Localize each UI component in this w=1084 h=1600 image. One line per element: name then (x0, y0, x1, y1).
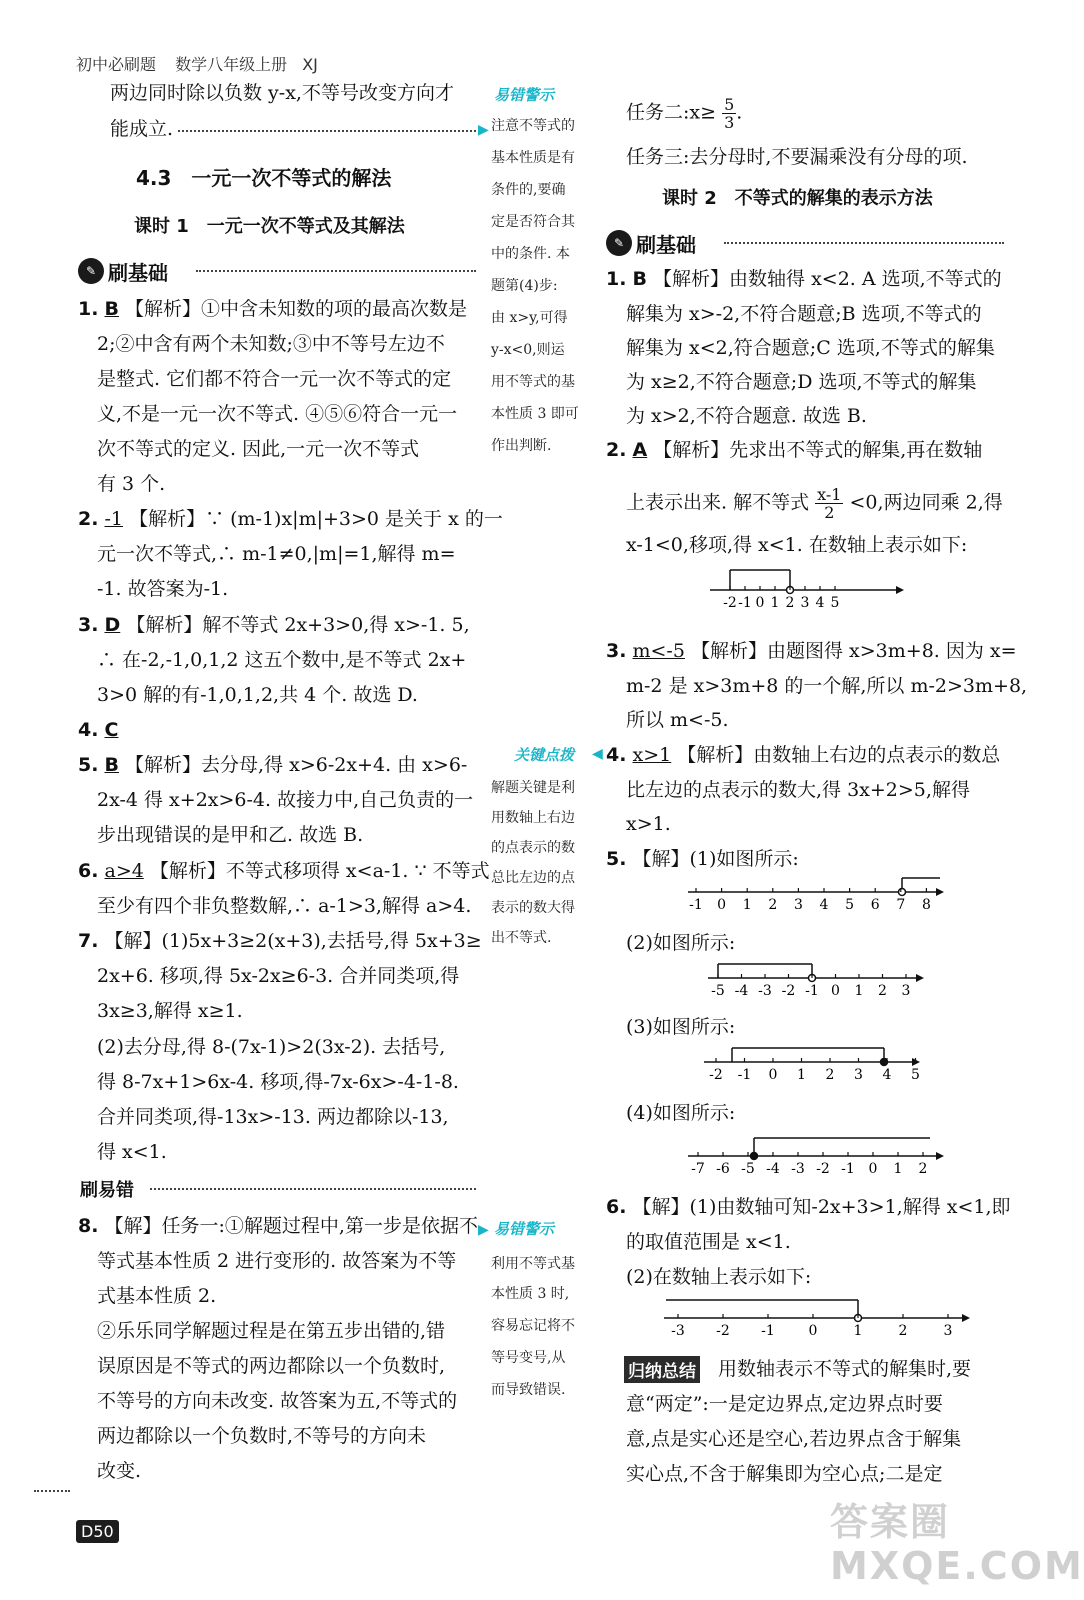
tip1-text: 作出判断. (491, 438, 552, 454)
q-text: 【解析】∵ (m-1)x|m|+3>0 是关于 x 的一 (129, 508, 503, 530)
intro-line-2: 能成立. (110, 118, 174, 140)
q3-line (78, 614, 470, 636)
r2-text (626, 486, 1003, 521)
q7-text: 得 8-7x+1>6x-4. 移项,得-7x-6x>-4-1-8. (97, 1071, 459, 1093)
number-line-r5-2 (700, 956, 930, 1002)
intro-line-1: 两边同时除以负数 y-x,不等号改变方向才 (110, 82, 454, 104)
axis-tick-label: 5 (911, 1067, 920, 1083)
q-answer: D (104, 614, 121, 636)
axis-tick-label: -2 (716, 1323, 730, 1339)
r4-text: x>1. (626, 813, 671, 835)
tip1-title: 易错警示 (494, 86, 555, 104)
axis-tick-label: -7 (691, 1161, 705, 1177)
q-number: 1. (78, 298, 99, 320)
q6-line (78, 860, 490, 882)
arrow-icon: ◀ (592, 746, 603, 762)
r1-text: 为 x>2,不符合题意. 故选 B. (626, 405, 867, 427)
tip2-text: 用数轴上右边 (491, 810, 575, 826)
axis-tick-label: -2 (781, 983, 796, 999)
axis-tick-label: 2 (768, 897, 778, 913)
q-text: 【解】(1)由数轴可知-2x+3>1,解得 x<1,即 (632, 1196, 1011, 1218)
number-line-r5-4 (680, 1128, 950, 1180)
easy-error-heading: 刷易错 (80, 1180, 134, 1201)
summary-text: 意“两定”:一是定边界点,定边界点时要 (626, 1393, 943, 1415)
axis-tick-label: 0 (768, 1067, 778, 1083)
axis-tick-label: 2 (898, 1323, 908, 1339)
r2-text-b: <0,两边同乘 2,得 (849, 491, 1003, 514)
q-number: 3. (606, 640, 627, 662)
r5-text: (4)如图所示: (626, 1102, 736, 1124)
q1-text: 有 3 个. (97, 473, 166, 495)
axis-tick-label: -2 (709, 1067, 723, 1083)
q-number: 6. (606, 1196, 627, 1218)
q1-text: 2;②中含有两个未知数;③中不等号左边不 (97, 333, 445, 355)
axis-tick-label: 6 (870, 897, 880, 913)
r5-text: (2)如图所示: (626, 932, 736, 954)
corner-dots (34, 1490, 70, 1492)
q1-line (78, 298, 467, 320)
q-text: 【解析】由数轴上右边的点表示的数总 (677, 744, 1001, 766)
r3-text: m-2 是 x>3m+8 的一个解,所以 m-2>3m+8, (626, 675, 1028, 697)
tip1-text: 题第(4)步: (491, 278, 558, 294)
r1-text: 为 x≥2,不符合题意;D 选项,不等式的解集 (626, 371, 977, 393)
watermark: 答案圈 MXQE.COM (830, 1500, 1084, 1588)
tip2-title: 关键点拨 (514, 746, 575, 764)
r1-text: 解集为 x<2,符合题意;C 选项,不等式的解集 (626, 337, 995, 359)
header-edition: XJ (302, 55, 318, 74)
q-number: 4. (78, 719, 99, 741)
q-answer: A (632, 439, 648, 461)
q-answer: B (104, 298, 119, 320)
q-text: 【解析】由数轴得 x<2. A 选项,不等式的 (653, 268, 1002, 290)
number-line-r2 (700, 562, 910, 612)
q-number: 2. (78, 508, 99, 530)
divider-dots (178, 130, 476, 132)
q-answer: B (632, 268, 647, 290)
axis-tick-label: -1 (841, 1161, 855, 1177)
q8-text: 误原因是不等式的两边都除以一个负数时, (97, 1355, 446, 1377)
badge-basic-1 (78, 256, 168, 286)
tip2-text: 出不等式. (491, 930, 552, 946)
summary-text: 意,点是实心还是空心,若边界点含于解集 (626, 1428, 962, 1450)
tip2-text: 总比左边的点 (491, 870, 575, 886)
q7-text: 3x≥3,解得 x≥1. (97, 1000, 243, 1022)
q5-line (78, 754, 467, 776)
tip3-text: 等号变号,从 (491, 1350, 566, 1366)
axis-tick-label: 2 (918, 1161, 928, 1177)
task2-label: 任务二:x≥ (626, 101, 717, 124)
tip2-text: 表示的数大得 (491, 900, 575, 916)
q-answer: m<-5 (632, 640, 685, 662)
axis-tick-label: 2 (785, 595, 795, 611)
page-number: D50 (76, 1520, 119, 1543)
axis-tick-label: -4 (734, 983, 749, 999)
q5-text: 2x-4 得 x+2x>6-4. 故接力中,自己负责的一 (97, 789, 474, 811)
axis-tick-label: 1 (853, 1323, 863, 1339)
summary-tag: 归纳总结 (624, 1356, 700, 1383)
fraction (722, 96, 736, 131)
q8-text: ②乐乐同学解题过程是在第五步出错的,错 (97, 1320, 446, 1342)
q-number: 8. (78, 1215, 99, 1237)
section-title: 4.3 一元一次不等式的解法 (136, 166, 392, 190)
tip2-text: 解题关键是利 (491, 780, 575, 796)
number-line-r6 (656, 1292, 976, 1344)
fraction (815, 486, 843, 521)
r5-line (606, 848, 799, 870)
q-number: 7. (78, 930, 99, 952)
axis-tick-label: 4 (819, 897, 829, 913)
axis-tick-label: 0 (868, 1161, 878, 1177)
fraction-denominator: 3 (724, 113, 735, 132)
tip3-text: 容易忘记将不 (491, 1318, 575, 1334)
axis-tick-label: 3 (943, 1323, 953, 1339)
q-text: 【解析】先求出不等式的解集,再在数轴 (653, 439, 983, 461)
axis-tick-label: 1 (797, 1067, 806, 1083)
q7-text: 合并同类项,得-13x>-13. 两边都除以-13, (97, 1106, 449, 1128)
r1-text: 解集为 x>-2,不符合题意;B 选项,不等式的 (626, 303, 982, 325)
axis-tick-label: 0 (831, 983, 840, 999)
axis-tick-label: 0 (808, 1323, 818, 1339)
q3-text: 3>0 解的有-1,0,1,2,共 4 个. 故选 D. (97, 684, 418, 706)
tip1-text: 用不等式的基 (491, 374, 575, 390)
pencil-icon: ✎ (606, 230, 632, 256)
axis-tick-label: -1 (738, 595, 752, 611)
tip3-title: 易错警示 (494, 1220, 555, 1238)
tip1-text: 本性质 3 即可 (491, 406, 579, 422)
divider-dots (196, 270, 476, 272)
lesson2-title: 课时 2 不等式的解集的表示方法 (662, 188, 933, 209)
r1-line (606, 268, 1002, 290)
q1-text: 是整式. 它们都不符合一元一次不等式的定 (97, 368, 452, 390)
pencil-icon: ✎ (78, 258, 104, 284)
q-number: 4. (606, 744, 627, 766)
q4-line (78, 719, 118, 741)
axis-tick-label: 0 (755, 595, 765, 611)
r3-line (606, 640, 1017, 662)
q-number: 2. (606, 439, 627, 461)
q5-text: 步出现错误的是甲和乙. 故选 B. (97, 824, 364, 846)
q-text: 【解】(1)5x+3≥2(x+3),去括号,得 5x+3≥ (104, 930, 482, 952)
arrow-icon: ▶ (478, 1222, 489, 1238)
q-text: 【解析】不等式移项得 x<a-1. ∵ 不等式 (149, 860, 490, 882)
tip1-text: 条件的,要确 (491, 182, 566, 198)
q8-text: 不等号的方向未改变. 故答案为五,不等式的 (97, 1390, 458, 1412)
r3-text: 所以 m<-5. (626, 709, 729, 731)
axis-tick-label: 5 (830, 595, 840, 611)
q-text: 【解析】由题图得 x>3m+8. 因为 x= (691, 640, 1017, 662)
axis-tick-label: 1 (742, 897, 752, 913)
axis-tick-label: -3 (758, 983, 772, 999)
r4-text: 比左边的点表示的数大,得 3x+2>5,解得 (626, 779, 970, 801)
r2-text-a: 上表示出来. 解不等式 (626, 491, 810, 514)
axis-tick-label: -1 (761, 1323, 775, 1339)
q-number: 5. (606, 848, 627, 870)
page-header (76, 52, 318, 75)
axis-tick-label: -1 (805, 983, 819, 999)
axis-tick-label: 4 (815, 595, 825, 611)
tip1-text: 基本性质是有 (491, 150, 575, 166)
axis-tick-label: 3 (901, 983, 911, 999)
axis-tick-label: -2 (723, 595, 737, 611)
tip3-text: 而导致错误. (491, 1382, 566, 1398)
axis-tick-label: 2 (825, 1067, 835, 1083)
axis-tick-label: -5 (741, 1161, 755, 1177)
axis-tick-label: 0 (717, 897, 727, 913)
q-answer: x>1 (632, 744, 672, 766)
task2-line: 任务二:x≥ $\frac{5}{3}$ . (626, 95, 743, 132)
axis-tick-label: -5 (711, 983, 725, 999)
number-line-r5-3 (696, 1040, 926, 1086)
q2-text: -1. 故答案为-1. (97, 578, 229, 600)
q-text: 【解】(1)如图所示: (632, 848, 799, 870)
q6-text: 至少有四个非负整数解,∴ a-1>3,解得 a>4. (97, 895, 472, 917)
q8-line (78, 1215, 478, 1237)
r6-text: (2)在数轴上表示如下: (626, 1266, 812, 1288)
q-number: 6. (78, 860, 99, 882)
q8-text: 等式基本性质 2 进行变形的. 故答案为不等 (97, 1250, 457, 1272)
tip3-text: 本性质 3 时, (491, 1286, 570, 1302)
tip1-text: 中的条件. 本 (491, 246, 570, 262)
axis-tick-label: -2 (816, 1161, 830, 1177)
axis-tick-label: -1 (689, 897, 703, 913)
divider-dots (724, 242, 1004, 244)
axis-tick-label: 1 (770, 595, 780, 611)
q-answer: B (104, 754, 119, 776)
r6-text: 的取值范围是 x<1. (626, 1231, 791, 1253)
axis-tick-label: -3 (671, 1323, 685, 1339)
axis-tick-label: 3 (854, 1067, 863, 1083)
q-number: 5. (78, 754, 99, 776)
tip1-text: 注意不等式的 (491, 118, 575, 134)
summary-text: 实心点,不含于解集即为空心点;二是定 (626, 1463, 943, 1485)
fraction-numerator: x-1 (817, 485, 842, 504)
axis-tick-label: 3 (800, 595, 810, 611)
fraction-denominator: 2 (824, 503, 835, 522)
lesson1-title: 课时 1 一元一次不等式及其解法 (134, 216, 405, 237)
q-text: 【解析】解不等式 2x+3>0,得 x>-1. 5, (126, 614, 470, 636)
r2-text: x-1<0,移项,得 x<1. 在数轴上表示如下: (626, 534, 968, 556)
axis-tick-label: 4 (882, 1067, 892, 1083)
q8-text: 改变. (97, 1460, 142, 1482)
arrow-icon: ▶ (478, 122, 489, 138)
header-book: 初中必刷题 (76, 55, 157, 74)
tip1-text: y-x<0,则运 (491, 342, 565, 358)
q1-text: 义,不是一元一次不等式. ④⑤⑥符合一元一 (97, 403, 458, 425)
q-number: 3. (78, 614, 99, 636)
r4-line (606, 744, 1000, 766)
q-text: 【解析】去分母,得 x>6-2x+4. 由 x>6- (125, 754, 468, 776)
badge-label: 刷基础 (108, 260, 168, 285)
tip1-text: 由 x>y,可得 (491, 310, 568, 326)
axis-tick-label: -3 (791, 1161, 805, 1177)
q-answer: C (104, 719, 119, 741)
r5-text: (3)如图所示: (626, 1016, 736, 1038)
r2-line (606, 439, 982, 461)
q7-line (78, 930, 482, 952)
r6-line (606, 1196, 1011, 1218)
axis-tick-label: 1 (893, 1161, 903, 1177)
number-line-r5-1 (680, 872, 950, 918)
fraction-numerator: 5 (724, 95, 735, 114)
q7-text: (2)去分母,得 8-(7x-1)>2(3x-2). 去括号, (97, 1036, 446, 1058)
header-subject: 数学八年级上册 (175, 55, 288, 74)
summary-text: 用数轴表示不等式的解集时,要 (718, 1358, 972, 1380)
q2-text: 元一次不等式,∴ m-1≠0,|m|=1,解得 m= (97, 543, 456, 565)
q1-text: 次不等式的定义. 因此,一元一次不等式 (97, 438, 420, 460)
axis-tick-label: -6 (716, 1161, 730, 1177)
axis-tick-label: -4 (766, 1161, 780, 1177)
badge-basic-2 (606, 228, 696, 258)
axis-tick-label: -1 (737, 1067, 752, 1083)
q-answer: -1 (104, 508, 124, 530)
badge-label: 刷基础 (636, 232, 696, 257)
q2-line (78, 508, 503, 530)
divider-dots (150, 1188, 476, 1190)
q-answer: a>4 (104, 860, 144, 882)
q3-text: ∴ 在-2,-1,0,1,2 这五个数中,是不等式 2x+ (97, 649, 467, 671)
axis-tick-label: 7 (896, 897, 906, 913)
q7-text: 2x+6. 移项,得 5x-2x≥6-3. 合并同类项,得 (97, 965, 460, 987)
tip1-text: 定是否符合其 (491, 214, 575, 230)
tip2-text: 的点表示的数 (491, 840, 575, 856)
task3-line: 任务三:去分母时,不要漏乘没有分母的项. (626, 146, 968, 168)
tip3-text: 利用不等式基 (491, 1256, 575, 1272)
q8-text: 式基本性质 2. (97, 1285, 217, 1307)
q8-text: 两边都除以一个负数时,不等号的方向未 (97, 1425, 427, 1447)
axis-tick-label: 3 (793, 897, 803, 913)
axis-tick-label: 1 (854, 983, 864, 999)
axis-tick-label: 5 (845, 897, 855, 913)
q-number: 1. (606, 268, 627, 290)
axis-tick-label: 8 (921, 897, 931, 913)
q-text: 【解析】①中含未知数的项的最高次数是 (125, 298, 468, 320)
axis-tick-label: 2 (878, 983, 887, 999)
q-text: 【解】任务一:①解题过程中,第一步是依据不 (104, 1215, 478, 1237)
q7-text: 得 x<1. (97, 1141, 167, 1163)
